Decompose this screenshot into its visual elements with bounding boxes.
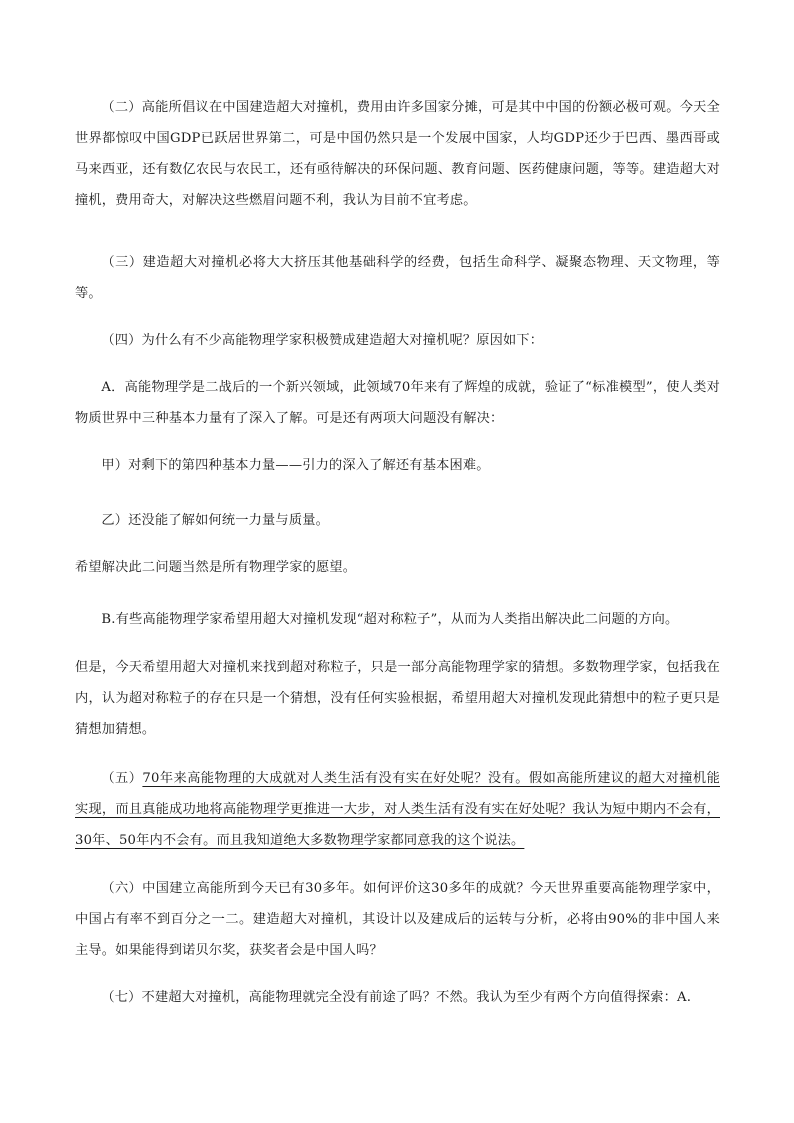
paragraph-5-number: （五） [101, 771, 143, 786]
paragraph-5-underlined-text: 70年来高能物理的大成就对人类生活有没有实在好处呢？没有。假如高能所建议的超大对撞机能实现，而且真能成功地将高能物理学更推进一大步，对人类生活有没有实在好处呢？我认为短中期内不会有，30年、50年内不会有。而且我知道绝大多数物理学家都同意我的这个说法。 [75, 771, 720, 848]
paragraph-hope: 希望解决此二问题当然是所有物理学家的愿望。 [75, 560, 357, 575]
paragraph-6: （六）中国建立高能所到今天已有30多年。如何评价这30多年的成就？今天世界重要高能物理学家中，中国占有率不到百分之一二。建造超大对撞机，其设计以及建成后的运转与分析，必将由90%的非中国人来主导。如果能得到诺贝尔奖，获奖者会是中国人吗？ [75, 881, 720, 958]
paragraph-5 [75, 763, 720, 856]
paragraph-4a-yi: 乙）还没能了解如何统一力量与质量。 [101, 513, 329, 528]
paragraph-4a-jia: 甲）对剩下的第四种基本力量——引力的深入了解还有基本困难。 [101, 458, 490, 473]
paragraph-4b: B.有些高能物理学家希望用超大对撞机发现“超对称粒子”，从而为人类指出解决此二问题的方向。 [101, 612, 679, 627]
paragraph-4a: A．高能物理学是二战后的一个新兴领域，此领域70年来有了辉煌的成就，验证了“标准模型”，使人类对物质世界中三种基本力量有了深入了解。可是还有两项大问题没有解决： [75, 380, 720, 426]
paragraph-however: 但是，今天希望用超大对撞机来找到超对称粒子，只是一部分高能物理学家的猜想。多数物理学家，包括我在内，认为超对称粒子的存在只是一个猜想，没有任何实验根据，希望用超大对撞机发现此猜想中的粒子更只是猜想加猜想。 [75, 660, 720, 737]
paragraph-7: （七）不建超大对撞机，高能物理就完全没有前途了吗？不然。我认为至少有两个方向值得探索：A. [101, 990, 692, 1005]
paragraph-4: （四）为什么有不少高能物理学家积极赞成建造超大对撞机呢？原因如下： [101, 333, 544, 348]
paragraph-3: （三）建造超大对撞机必将大大挤压其他基础科学的经费，包括生命科学、凝聚态物理、天文物理，等等。 [75, 255, 720, 301]
paragraph-2: （二）高能所倡议在中国建造超大对撞机，费用由许多国家分摊，可是其中中国的份额必极可观。今天全世界都惊叹中国GDP已跃居世界第二，可是中国仍然只是一个发展中国家，人均GDP还少于巴西、墨西哥或马来西亚，还有数亿农民与农民工，还有亟待解决的环保问题、教育问题、医药健康问题，等等。建造超大对撞机，费用奇大，对解决这些燃眉问题不利，我认为目前不宜考虑。 [75, 100, 720, 208]
